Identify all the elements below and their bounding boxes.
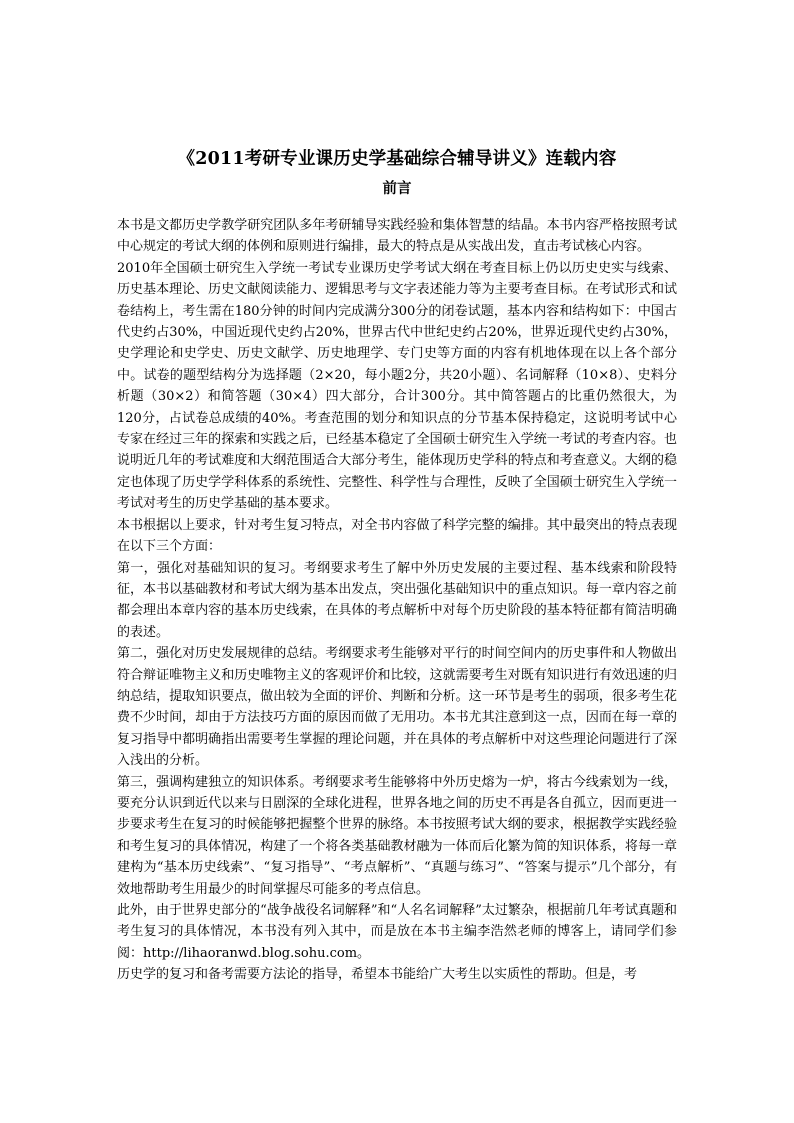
document-body [117, 215, 677, 1120]
paragraph: 第二，强化对历史发展规律的总结。考纲要求考生能够对平行的时间空间内的历史事件和人物做出符合辩证唯物主义和历史唯物主义的客观评价和比较，这就需要考生对既有知识进行有效迅速的归纳总结，提取知识要点，做出较为全面的评价、判断和分析。这一环节是考生的弱项，很多考生花费不少时间，却由于方法技巧方面的原因而做了无用功。本书尤其注意到这一点，因而在每一章的复习指导中都明确指出需要考生掌握的理论问题，并在具体的考点解析中对这些理论问题进行了深入浅出的分析。 [117, 646, 677, 769]
paragraph: 第一，强化对基础知识的复习。考纲要求考生了解中外历史发展的主要过程、基本线索和阶段特征，本书以基础教材和考试大纲为基本出发点，突出强化基础知识中的重点知识。每一章内容之前都会理出本章内容的基本历史线索，在具体的考点解析中对每个历史阶段的基本特征都有简洁明确的表述。 [117, 560, 677, 640]
paragraph: 本书是文都历史学教学研究团队多年考研辅导实践经验和集体智慧的结晶。本书内容严格按照考试中心规定的考试大纲的体例和原则进行编排，最大的特点是从实战出发，直击考试核心内容。 [117, 218, 677, 255]
document-subtitle: 前言 [382, 180, 412, 197]
paragraph: 2010年全国硕士研究生入学统一考试专业课历史学考试大纲在考查目标上仍以历史史实与线索、历史基本理论、历史文献阅读能力、逻辑思考与文字表述能力等为主要考查目标。在考试形式和试卷结构上，考生需在180分钟的时间内完成满分300分的闭卷试题，基本内容和结构如下：中国古代史约占30%，中国近现代史约占20%，世界古代中世纪史约占20%，世界近现代史约占30%，史学理论和史学史、历史文献学、历史地理学、专门史等方面的内容有机地体现在以上各个部分中。试卷的题型结构分为选择题（2×20，每小题2分，共20小题）、名词解释（10×8）、史料分析题（30×2）和简答题（30×4）四大部分，合计300分。其中简答题占的比重仍然很大，为120分，占试卷总成绩的40%。考查范围的划分和知识点的分节基本保持稳定，这说明考试中心专家在经过三年的探索和实践之后，已经基本稳定了全国硕士研究生入学统一考试的考查内容。也说明近几年的考试难度和大纲范围适合大部分考生，能体现历史学科的特点和考查意义。大纲的稳定也体现了历史学学科体系的系统性、完整性、科学性与合理性，反映了全国硕士研究生入学统一考试对考生的历史学基础的基本要求。 [117, 260, 677, 512]
paragraph: 历史学的复习和备考需要方法论的指导，希望本书能给广大考生以实质性的帮助。但是，考 [117, 967, 638, 983]
paragraph: 本书根据以上要求，针对考生复习特点，对全书内容做了科学完整的编排。其中最突出的特点表现在以下三个方面： [117, 517, 677, 555]
paragraph: 第三，强调构建独立的知识体系。考纲要求考生能够将中外历史熔为一炉，将古今线索划为一线，要充分认识到近代以来与日剧深的全球化进程，世界各地之间的历史不再是各自孤立，因而更进一步要求考生在复习的时候能够把握整个世界的脉络。本书按照考试大纲的要求，根据教学实践经验和考生复习的具体情况，构建了一个将各类基础教材融为一体而后化繁为简的知识体系，将每一章建构为“基本历史线索”、“复习指导”、“考点解析”、“真题与练习”、“答案与提示”几个部分，有效地帮助考生用最少的时间掌握尽可能多的考点信息。 [117, 774, 677, 897]
document-title: 《2011考研专业课历史学基础综合辅导讲义》连载内容 [177, 149, 617, 169]
paragraph: 此外，由于世界史部分的“战争战役名词解释”和“人名名词解释”太过繁杂，根据前几年考试真题和考生复习的具体情况，本书没有列入其中，而是放在本书主编李浩然老师的博客上，请同学们参阅：http://lihaoranwd.blog.sohu.com。 [117, 903, 677, 961]
